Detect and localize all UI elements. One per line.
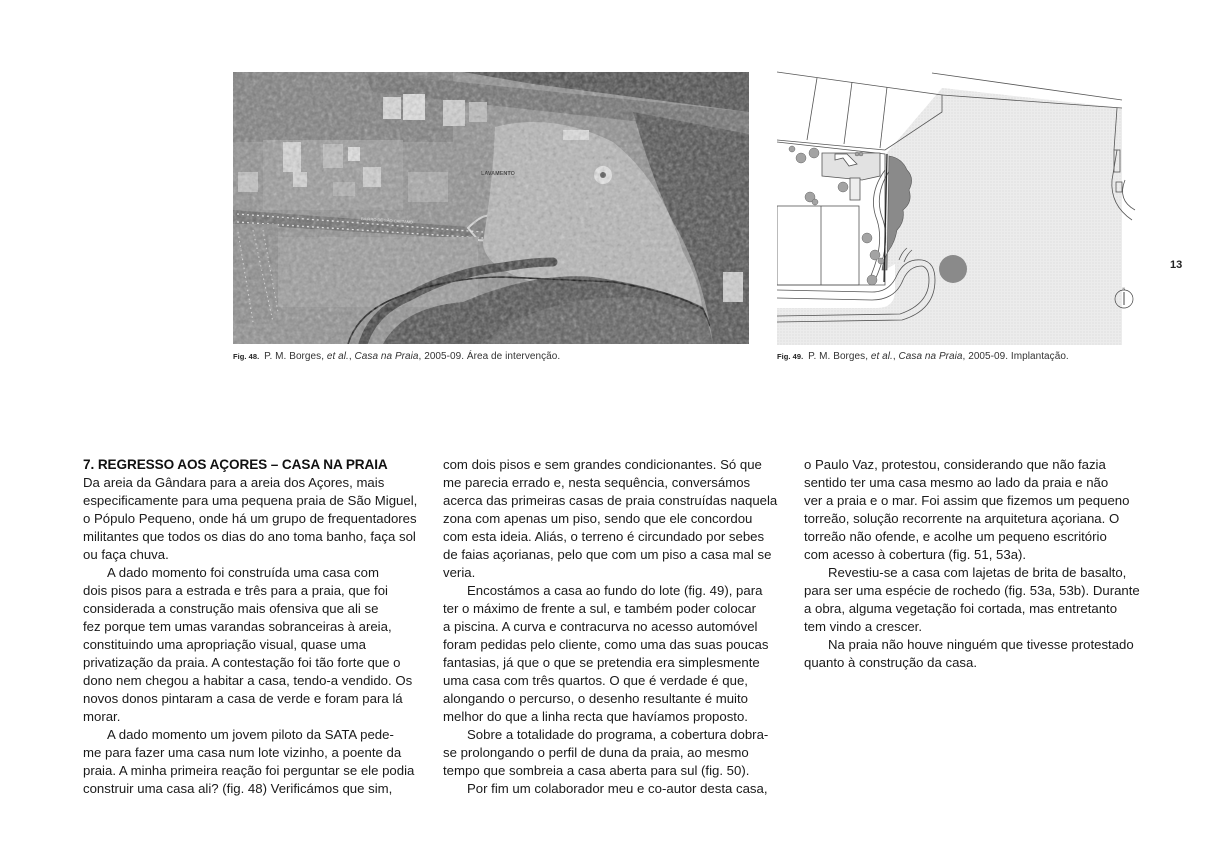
text-line: fez porque tem umas varandas sobranceiras à areia,	[83, 619, 392, 634]
text-line: acerca das primeiras casas de praia construídas naquela	[443, 493, 778, 508]
text-line: militantes que todos os dias do ano toma banho, faça sol	[83, 529, 416, 544]
text-line: A dado momento foi construída uma casa com	[107, 565, 379, 580]
text-line: sentido ter uma casa mesmo ao lado da praia e não	[804, 475, 1109, 490]
site-plan-drawing	[777, 70, 1138, 345]
text-line: praia. A minha primeira reação foi perguntar se ele podia	[83, 763, 415, 778]
work-title: Casa na Praia	[898, 351, 963, 362]
text-line: veria.	[443, 565, 476, 580]
column-body	[804, 456, 1149, 672]
text-line: novos donos pintaram a casa de verde e foram para lá	[83, 691, 403, 706]
paragraph	[804, 456, 1149, 564]
text-line: morar.	[83, 709, 121, 724]
page-number: 13	[1170, 259, 1183, 271]
text-line: considerada a construção mais ofensiva que ali se	[83, 601, 379, 616]
text-line: torreão não ofende, e acolhe um pequeno escritório	[804, 529, 1107, 544]
paragraph	[83, 474, 428, 564]
text-line: me parecia errado e, nesta sequência, conversámos	[443, 475, 751, 490]
text-line: dono nem chegou a habitar a casa, tendo-a vendido. Os	[83, 673, 413, 688]
text-line: tem vindo a crescer.	[804, 619, 923, 634]
text-column-1	[83, 456, 428, 798]
text-line: Revestiu-se a casa com lajetas de brita de basalto,	[828, 565, 1127, 580]
text-line: melhor do que a linha recta que havíamos proposto.	[443, 709, 748, 724]
text-line: torreão, solução recorrente na arquitetura açoriana. O	[804, 511, 1120, 526]
text-column-3	[804, 456, 1149, 672]
text-line: se prolongando o perfil de duna da praia, ao mesmo	[443, 745, 749, 760]
text-line: com acesso à cobertura (fig. 51, 53a).	[804, 547, 1027, 562]
text-line: uma casa com três quartos. O que é verdade é que,	[443, 673, 748, 688]
text-line: para ser uma espécie de rochedo (fig. 53a, 53b). Durante	[804, 583, 1140, 598]
text-line: o Pópulo Pequeno, onde há um grupo de frequentadores	[83, 511, 417, 526]
text-line: Por fim um colaborador meu e co-autor desta casa,	[467, 781, 768, 796]
text-line: com esta ideia. Aliás, o terreno é circundado por sebes	[443, 529, 765, 544]
text-line: alongando o percurso, o desenho resultante é muito	[443, 691, 748, 706]
text-line: ou faça chuva.	[83, 547, 169, 562]
text-line: quanto à construção da casa.	[804, 655, 978, 670]
section-title: 7. REGRESSO AOS AÇORES – CASA NA PRAIA	[83, 457, 388, 472]
figure-49-caption: Fig. 49. P. M. Borges, et al., Casa na Praia, 2005-09. Implantação.	[777, 351, 1069, 362]
figure-number: Fig. 48.	[233, 352, 260, 361]
figure-48-caption: Fig. 48. P. M. Borges, et al., Casa na Praia, 2005-09. Área de intervenção.	[233, 351, 561, 362]
text-line: a obra, alguma vegetação foi cortada, mas entretanto	[804, 601, 1118, 616]
paragraph	[443, 582, 788, 726]
svg-text:N: N	[1122, 287, 1126, 291]
text-line: Na praia não houve ninguém que tivesse protestado	[828, 637, 1134, 652]
text-line: me para fazer uma casa num lote vizinho, a poente da	[83, 745, 402, 760]
text-line: tempo que sombreia a casa aberta para sul (fig. 50).	[443, 763, 750, 778]
text-line: dois pisos para a estrada e três para a praia, que foi	[83, 583, 388, 598]
text-line: Encostámos a casa ao fundo do lote (fig. 49), para	[467, 583, 763, 598]
text-line: construir uma casa ali? (fig. 48) Verificámos que sim,	[83, 781, 393, 796]
paragraph	[443, 456, 788, 582]
figure-48-aerial-photo	[233, 72, 749, 344]
text-line: privatização da praia. A contestação foi tão forte que o	[83, 655, 401, 670]
column-body	[443, 456, 788, 798]
text-line: Sobre a totalidade do programa, a cobertura dobra-	[467, 727, 769, 742]
aerial-photo-image	[233, 72, 749, 344]
text-line: fantasias, já que o que se pretendia era simplesmente	[443, 655, 760, 670]
text-line: A dado momento um jovem piloto da SATA pede-	[107, 727, 394, 742]
text-line: zona com apenas um piso, sendo que ele concordou	[443, 511, 753, 526]
paragraph	[83, 564, 428, 726]
work-title: Casa na Praia	[354, 351, 419, 362]
paragraph	[804, 564, 1149, 636]
paragraph	[443, 726, 788, 780]
text-line: ver a praia e o mar. Foi assim que fizemos um pequeno	[804, 493, 1130, 508]
column-body	[83, 474, 428, 798]
text-line: a piscina. A curva e contracurva no acesso automóvel	[443, 619, 758, 634]
text-line: com dois pisos e sem grandes condicionantes. Só que	[443, 457, 762, 472]
text-line: Da areia da Gândara para a areia dos Açores, mais	[83, 475, 385, 490]
text-column-2	[443, 456, 788, 798]
text-line: ter o máximo de frente a sul, e também poder colocar	[443, 601, 756, 616]
text-line: constituindo uma apropriação visual, quase uma	[83, 637, 366, 652]
paragraph	[443, 780, 788, 798]
text-line: foram pedidas pelo cliente, como uma das suas poucas	[443, 637, 769, 652]
paragraph	[804, 636, 1149, 672]
text-line: de faias açorianas, pelo que com um piso a casa mal se	[443, 547, 772, 562]
text-line: o Paulo Vaz, protestou, considerando que não fazia	[804, 457, 1106, 472]
paragraph	[83, 726, 428, 798]
text-line: especificamente para uma pequena praia de São Miguel,	[83, 493, 418, 508]
figure-number: Fig. 49.	[777, 352, 804, 361]
figure-49-site-plan	[777, 70, 1138, 345]
